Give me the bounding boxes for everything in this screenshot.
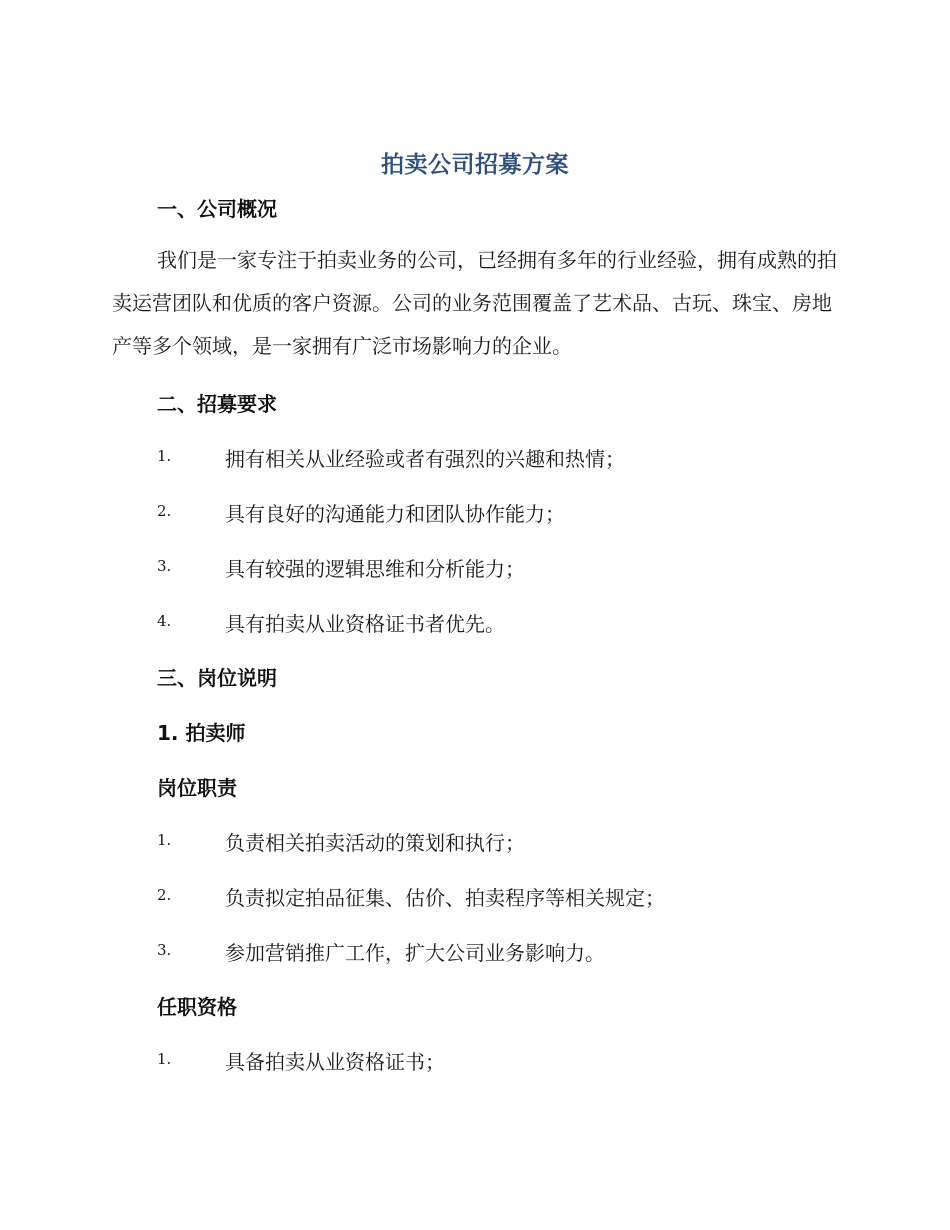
list-item-number: 4. [157,612,172,630]
list-item-text: 具有较强的逻辑思维和分析能力； [225,557,525,581]
list-item-number: 1. [157,831,172,849]
list-item-text: 具有拍卖从业资格证书者优先。 [225,612,505,636]
list-item-text: 负责相关拍卖活动的策划和执行； [225,831,525,855]
list-item-number: 1. [157,447,172,465]
section-heading-positions: 三、岗位说明 [157,666,277,690]
list-item-number: 2. [157,502,172,520]
list-item-number: 1. [157,1050,172,1068]
duties-heading: 岗位职责 [157,776,237,800]
list-item-text: 负责拟定拍品征集、估价、拍卖程序等相关规定； [225,886,665,910]
list-item-number: 3. [157,941,172,959]
list-item-text: 具有良好的沟通能力和团队协作能力； [225,502,565,526]
company-overview-paragraph: 我们是一家专注于拍卖业务的公司，已经拥有多年的行业经验，拥有成熟的拍卖运营团队和优质的客户资源。公司的业务范围覆盖了艺术品、古玩、珠宝、房地产等多个领域，是一家拥有广泛市场影响力的企业。 [112,248,837,358]
section-heading-company-overview: 一、公司概况 [157,197,277,221]
section-heading-requirements: 二、招募要求 [157,392,277,416]
position-title: 1. 拍卖师 [157,721,246,745]
list-item-number: 2. [157,886,172,904]
list-item-text: 参加营销推广工作，扩大公司业务影响力。 [225,941,605,965]
list-item-number: 3. [157,557,172,575]
list-item-text: 拥有相关从业经验或者有强烈的兴趣和热情； [225,447,625,471]
qualifications-heading: 任职资格 [157,995,237,1019]
list-item-text: 具备拍卖从业资格证书； [225,1050,445,1074]
document-title: 拍卖公司招募方案 [381,152,569,178]
